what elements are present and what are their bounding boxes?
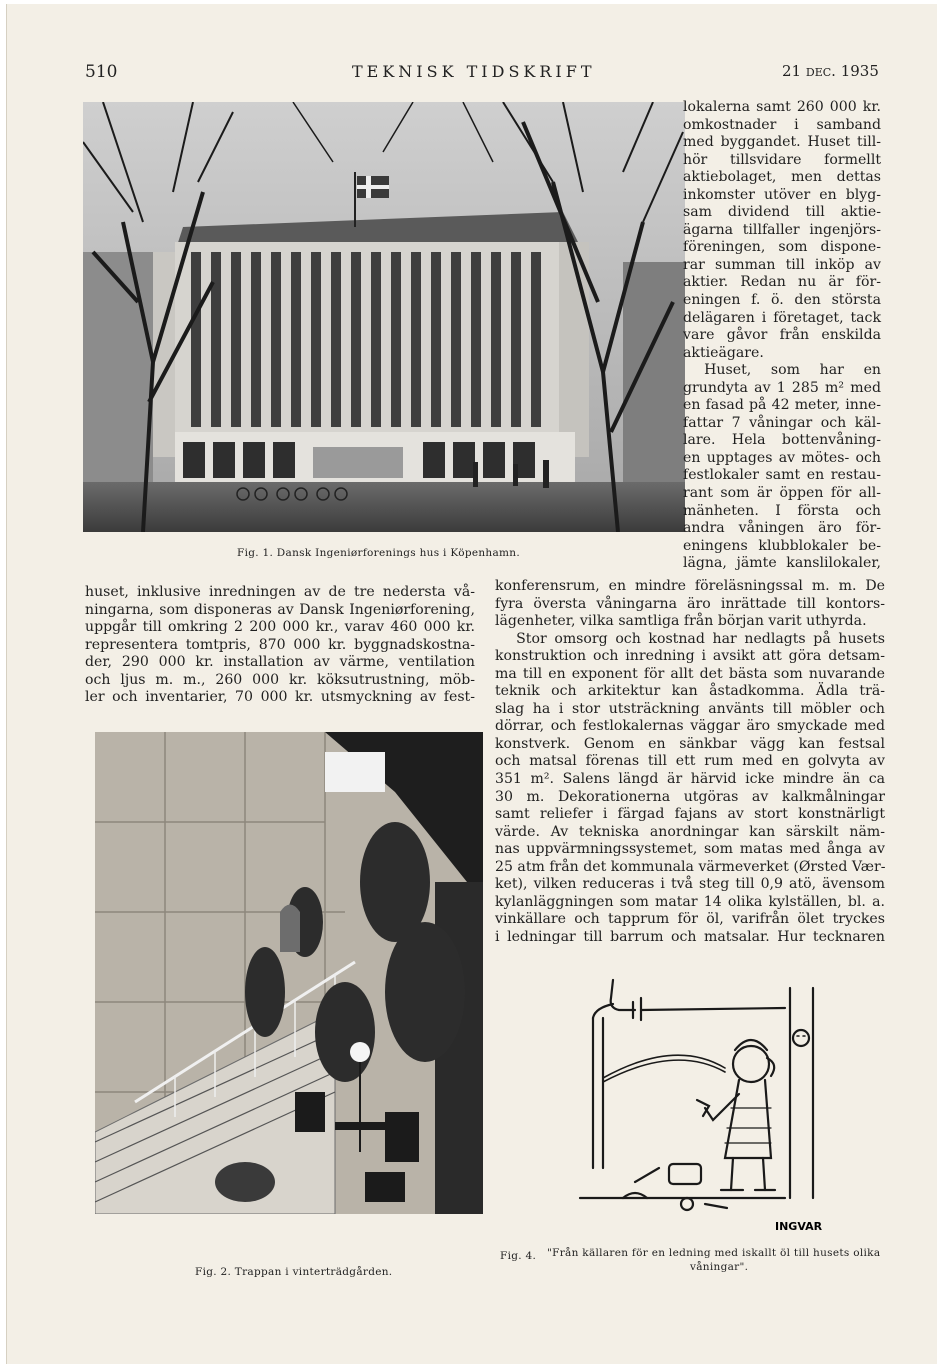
text-line: aktieägare.: [683, 344, 764, 361]
text-line: 25 atm från det kommunala värmeverket (Ørsted Vær-: [495, 858, 886, 875]
figure-4-label: Fig. 4.: [500, 1250, 537, 1262]
text-line: konstruktion och inredning i avsikt att göra detsam-: [495, 648, 885, 665]
figure-4-cartoon: [575, 968, 855, 1240]
text-line: aktier. Redan nu är för-: [683, 274, 881, 291]
text-line: ningarna, som disponeras av Dansk Ingeniørforening,: [85, 601, 475, 618]
text-line: och ljus m. m., 260 000 kr. köksutrustning, möb-: [85, 671, 475, 688]
cartoon-signature: INGVAR: [775, 1220, 823, 1233]
text-line: konstverk. Genom en sänkbar vägg kan festsal: [495, 735, 885, 752]
text-line: värde. Av tekniska anordningar kan särskilt näm-: [495, 823, 885, 840]
text-line: samt reliefer i färgad fajans av stort konstnärligt: [495, 806, 885, 823]
text-line: delägaren i företaget, tack: [683, 309, 881, 326]
text-line: ket), vilken reduceras i två steg till 0,9 atö, ävensom: [495, 876, 885, 893]
text-line: nas uppvärmningssystemet, som matas med ånga av: [495, 841, 885, 858]
text-line: föreningen, som dispone-: [683, 239, 881, 256]
page-number: 510: [85, 62, 118, 82]
text-line: Huset, som har en: [704, 362, 881, 379]
text-line: lägenheter, vilka samtliga från början varit uthyrda.: [495, 613, 867, 630]
text-line: lokalerna samt 260 000 kr.: [683, 99, 881, 115]
text-line: fyra översta våningarna äro inrättade till kontors-: [495, 595, 885, 612]
text-line: eningens klubblokaler be-: [683, 537, 881, 554]
text-line: en upptages av mötes- och: [683, 449, 881, 466]
text-line: uppgår till omkring 2 200 000 kr., varav 460 000 kr.: [85, 619, 475, 636]
text-line: Stor omsorg och kostnad har nedlagts på husets: [516, 630, 885, 647]
text-line: lare. Hela bottenvåning-: [683, 432, 881, 449]
cartoon-illustration: [575, 968, 855, 1240]
text-line: inkomster utöver en blyg-: [683, 186, 881, 203]
text-line: mänheten. I första och: [683, 502, 881, 519]
page: [6, 4, 937, 1364]
text-line: der, 290 000 kr. installation av värme, ventilation: [85, 654, 475, 671]
text-line: 30 m. Dekorationerna utgöras av kalkmålningar: [495, 788, 885, 805]
text-line: ma till en exponent för allt det bästa som nuvarande: [495, 665, 885, 682]
building-photo-illustration: [83, 102, 685, 532]
staircase-photo-illustration: [95, 732, 483, 1214]
text-line: slag ha i stor utsträckning använts till möbler och: [495, 700, 885, 717]
figure-1-caption: Fig. 1. Dansk Ingeniørforenings hus i Köpenhamn.: [237, 547, 521, 559]
figure-4-caption-line-1: "Från källaren för en ledning med iskallt öl till husets olika: [547, 1247, 881, 1259]
figure-4-caption-line-2: våningar".: [690, 1261, 749, 1273]
figure-2-staircase-photo: [95, 732, 483, 1214]
narrow-column-text: [683, 99, 881, 573]
text-line: och matsal förenas till ett rum med en golvyta av: [495, 753, 885, 770]
text-line: teknik och arkitektur kan åstadkomma. Ädla trä-: [495, 683, 885, 700]
text-line: festlokaler samt en restau-: [683, 467, 881, 484]
text-line: eningen f. ö. den största: [683, 292, 881, 309]
issue-date-year: 1935: [840, 62, 879, 80]
text-line: med byggandet. Huset till-: [683, 134, 881, 151]
figure-2-caption: Fig. 2. Trappan i vinterträdgården.: [195, 1266, 393, 1278]
text-line: dörrar, och festlokalernas väggar äro smyckade med: [495, 718, 885, 735]
right-column-text: [495, 578, 885, 946]
text-line: omkostnader i samband: [683, 116, 881, 133]
journal-title: TEKNISK TIDSKRIFT: [352, 62, 596, 81]
issue-date: [782, 62, 879, 80]
text-line: en fasad på 42 meter, inne-: [683, 397, 881, 414]
left-column-text: [85, 584, 475, 707]
text-line: vare gåvor från enskilda: [683, 327, 881, 344]
text-line: lägna, jämte kanslilokaler,: [683, 555, 881, 572]
text-line: hör tillsvidare formellt: [683, 151, 881, 168]
text-line: representera tomtpris, 870 000 kr. byggnadskostna-: [85, 636, 475, 653]
issue-date-month: dec.: [805, 62, 836, 80]
text-line: ägarna tillfaller ingenjörs-: [683, 221, 881, 238]
text-line: 351 m². Salens längd är härvid icke mindre än ca: [495, 771, 885, 788]
text-line: grundyta av 1 285 m² med: [683, 379, 881, 396]
text-line: rar summan till inköp av: [683, 256, 881, 273]
text-line: sam dividend till aktie-: [683, 204, 881, 221]
text-line: ler och inventarier, 70 000 kr. utsmyckning av fest-: [85, 689, 475, 706]
issue-date-day: 21: [782, 62, 802, 80]
text-line: huset, inklusive inredningen av de tre nedersta vå-: [85, 584, 475, 600]
text-line: kylanläggningen som matar 14 olika kylställen, bl. a.: [495, 893, 885, 910]
text-line: andra våningen äro för-: [683, 520, 881, 537]
text-line: rant som är öppen för all-: [683, 485, 881, 502]
text-line: vinkällare och tapprum för öl, varifrån ölet tryckes: [495, 911, 885, 928]
text-line: konferensrum, en mindre föreläsningssal m. m. De: [495, 578, 885, 594]
text-line: i ledningar till barrum och matsalar. Hur tecknaren: [495, 928, 885, 945]
text-line: aktiebolaget, men dettas: [683, 169, 881, 186]
text-line: fattar 7 våningar och käl-: [683, 414, 881, 431]
figure-1-building-photo: [83, 102, 685, 532]
